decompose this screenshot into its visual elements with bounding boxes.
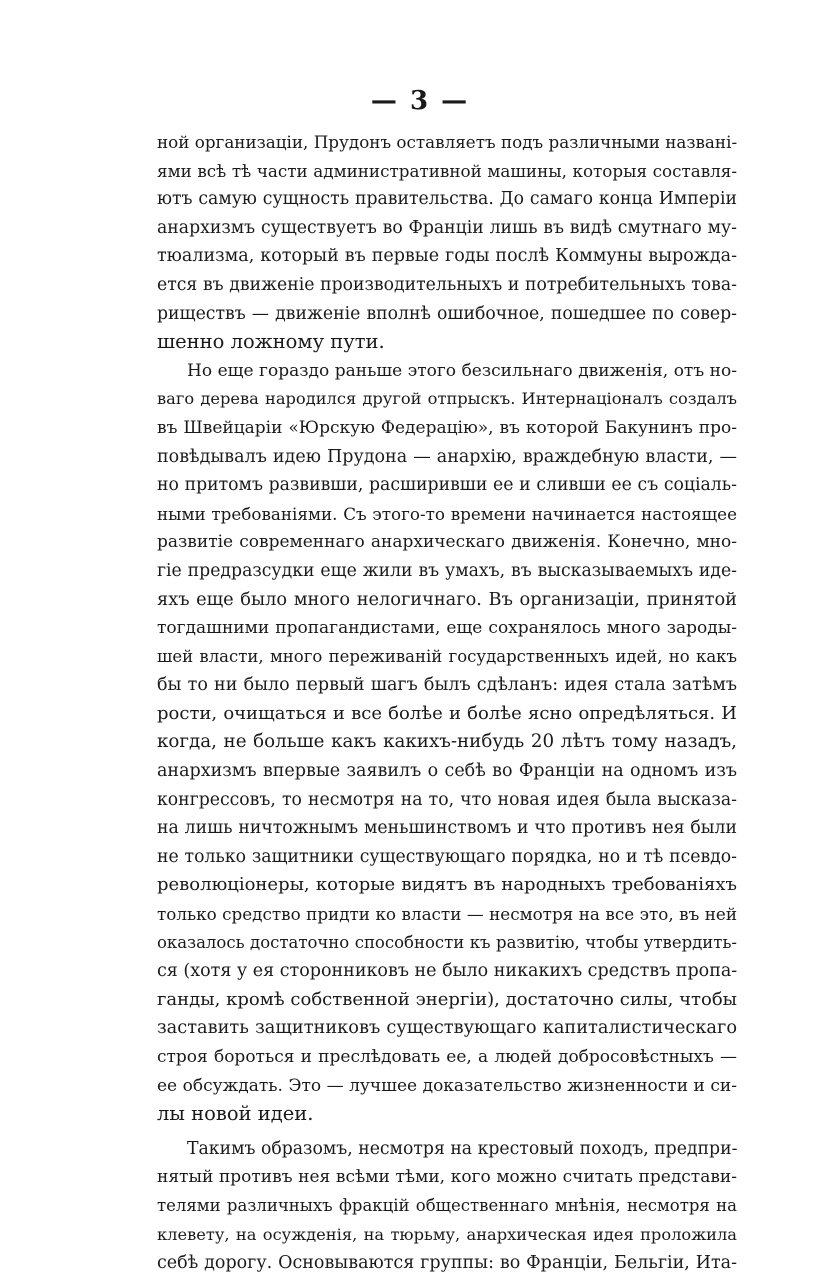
- text-line: ями всѣ тѣ части административной машины, которыя составля-: [157, 160, 737, 181]
- paragraph-3: [157, 1135, 737, 1278]
- text-line: шей власти, много переживаній государственныхъ идей, но какъ: [157, 646, 737, 666]
- text-line: не только защитники существующаго порядка, но и тѣ псевдо-: [157, 846, 737, 867]
- text-line: на лишь ничтожнымъ меньшинствомъ и что противъ нея были: [157, 818, 737, 839]
- text-line: бы то ни было первый шагъ былъ сдѣланъ: идея стала затѣмъ: [157, 675, 737, 696]
- text-line: ется въ движеніе производительныхъ и потребительныхъ това-: [157, 274, 737, 295]
- text-line: ся (хотя у ея сторонниковъ не было никакихъ средствъ пропа-: [157, 961, 737, 982]
- text-line: повѣдывалъ идею Прудона — анархію, враждебную власти, —: [157, 446, 737, 467]
- text-line: революціонеры, которые видятъ въ народныхъ требованіяхъ: [157, 874, 737, 896]
- text-line: риществъ — движеніе вполнѣ ошибочное, пошедшее по совер-: [157, 303, 737, 324]
- text-line: конгрессовъ, то несмотря на то, что новая идея была высказа-: [157, 789, 737, 810]
- text-line: телями различныхъ фракцій общественнаго мнѣнія, несмотря на: [157, 1195, 737, 1215]
- text-line: строя бороться и преслѣдовать ее, а людей добросовѣстныхъ —: [157, 1047, 737, 1067]
- paragraph-2: [157, 357, 737, 1129]
- text-line: ваго дерева народился другой отпрыскъ. Интернаціоналъ создалъ: [157, 389, 737, 409]
- text-line: ганды, кромѣ собственной энергіи), достаточно силы, чтобы: [157, 988, 737, 1010]
- paragraph-1: [157, 128, 737, 357]
- text-line: клевету, на осужденія, на тюрьму, анархическая идея проложила: [157, 1224, 737, 1244]
- text-line: себѣ дорогу. Основываются группы: во Франціи, Бельгіи, Ита-: [157, 1253, 737, 1274]
- text-line: въ Швейцаріи «Юрскую Федерацію», въ которой Бакунинъ про-: [157, 417, 737, 438]
- text-line: Но еще гораздо раньше этого безсильнаго движенія, отъ но-: [187, 360, 737, 381]
- text-line: лы новой идеи.: [157, 1102, 314, 1126]
- text-line: нятый противъ нея всѣми тѣми, кого можно считать представи-: [157, 1167, 737, 1188]
- text-line: яхъ еще было много нелогичнаго. Въ организаціи, принятой: [157, 589, 737, 610]
- text-line: гіе предразсудки еще жили въ умахъ, въ высказываемыхъ иде-: [157, 560, 737, 581]
- text-line: заставить защитниковъ существующаго капиталистическаго: [157, 1018, 737, 1039]
- text-line: ной организаціи, Прудонъ оставляетъ подъ различными названі-: [157, 132, 737, 152]
- text-line: Такимъ образомъ, несмотря на крестовый походъ, предпри-: [187, 1138, 737, 1159]
- text-line: когда, не больше какъ какихъ-нибудь 20 лѣтъ тому назадъ,: [157, 731, 737, 753]
- text-line: только средство придти ко власти — несмотря на все это, въ ней: [157, 904, 737, 925]
- text-line: анархизмъ впервые заявилъ о себѣ во Франціи на одномъ изъ: [157, 761, 737, 782]
- text-line: рости, очищаться и все болѣе и болѣе ясно опредѣляться. И: [157, 702, 737, 724]
- text-line: оказалось достаточно способности къ развитію, чтобы утвердить-: [157, 932, 737, 952]
- text-line: но притомъ развивши, расширивши ее и сливши ее съ соціаль-: [157, 475, 737, 496]
- text-line: ее обсуждать. Это — лучшее доказательство жизненности и си-: [157, 1075, 737, 1096]
- text-line: развитіе современнаго анархическаго движенія. Конечно, мно-: [157, 532, 737, 553]
- body-text: [157, 128, 737, 1278]
- text-line: ютъ самую сущность правительства. До самаго конца Имперіи: [157, 189, 737, 210]
- text-line: тогдашними пропагандистами, еще сохранялось много зароды-: [157, 618, 737, 639]
- text-line: шенно ложному пути.: [157, 330, 385, 354]
- page-number: — 3 —: [370, 86, 470, 116]
- text-line: анархизмъ существуетъ во Франціи лишь въ видѣ смутнаго му-: [157, 217, 737, 238]
- text-line: ными требованіями. Съ этого-то времени начинается настоящее: [157, 503, 737, 524]
- text-line: тюализма, который въ первые годы послѣ Коммуны вырожда-: [157, 246, 737, 267]
